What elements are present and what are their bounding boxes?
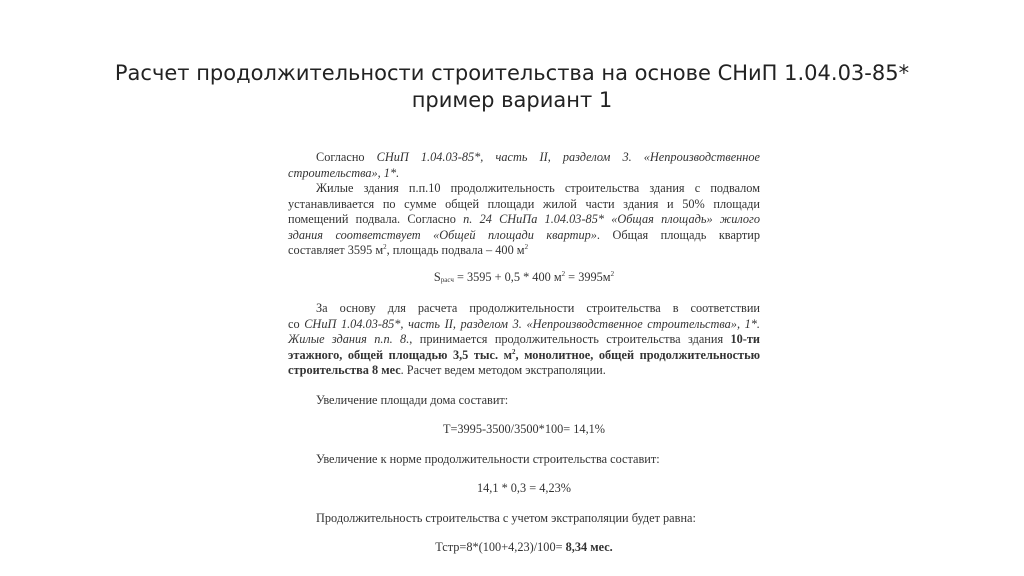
bold-text: 10-ти (730, 332, 761, 346)
superscript: 2 (511, 347, 516, 356)
paragraph-3-line-1: За основу для расчета продолжительности строительства в соответствии (316, 301, 760, 315)
paragraph-3-line-4 (288, 348, 760, 364)
text: Согласно (316, 150, 377, 164)
paragraph-2-line-1: Жилые здания п.п.10 продолжительность строительства здания с подвалом (316, 181, 760, 195)
paragraph-2-line-5 (288, 243, 760, 259)
text: = 3595 + 0,5 * 400 м (453, 269, 562, 284)
bold-result: 8,34 мес. (565, 540, 613, 554)
text: , принимается продолжительность строительства здания (409, 332, 731, 346)
paragraph-2-line-4 (288, 228, 760, 244)
paragraph-2-line-2: устанавливается по сумме общей площади жилой части здания и 50% площади (288, 196, 760, 211)
superscript: 2 (610, 269, 615, 278)
paragraph-3-line-5 (288, 363, 760, 379)
bold-text: , монолитное, общей продолжительностью (515, 347, 760, 362)
snip-reference: СНиП 1.04.03-85*, часть II, разделом 3. «Непроизводственное строительства», 1*. (304, 316, 761, 331)
slide-title (0, 60, 1024, 114)
snip-reference: здания соответствует «Общей площади квартир» (288, 227, 597, 242)
superscript: 2 (561, 269, 566, 278)
paragraph-5: Увеличение к норме продолжительности строительства составит: (316, 451, 660, 466)
superscript: 2 (383, 243, 387, 251)
slide-title-line-1: Расчет продолжительности строительства на основе СНиП 1.04.03-85* (114, 61, 910, 85)
formula-duration (288, 540, 760, 556)
snip-reference: Жилые здания п.п. 8. (288, 332, 410, 346)
text: = 3995м (565, 269, 611, 284)
paragraph-6: Продолжительность строительства с учетом экстраполяции будет равна: (316, 510, 696, 525)
paragraph-1-line-1 (288, 150, 760, 166)
snip-reference: СНиП 1.04.03-85*, часть II, разделом 3. «Непроизводственное (376, 150, 760, 164)
formula-area (288, 270, 760, 286)
paragraph-3-line-2 (288, 317, 760, 333)
text: Тстр=8*(100+4,23)/100= (435, 540, 566, 554)
paragraph-4: Увеличение площади дома составит: (316, 392, 509, 407)
formula-norm-increase: 14,1 * 0,3 = 4,23% (476, 481, 572, 495)
text: . Расчет ведем методом экстраполяции. (400, 363, 606, 377)
snip-reference: п. 24 СНиПа 1.04.03-85* «Общая площадь» жилого (463, 212, 761, 226)
subscript: расч (440, 275, 454, 284)
text: составляет 3595 м (288, 243, 384, 257)
paragraph-1-line-2: строительства», 1*. (288, 165, 400, 180)
bold-text: строительства 8 мес (288, 363, 401, 377)
text: помещений подвала. Согласно (288, 212, 464, 226)
superscript: 2 (524, 243, 529, 251)
document-image (288, 150, 760, 556)
text: со (288, 316, 305, 331)
slide-title-line-2: пример вариант 1 (411, 88, 613, 112)
formula-increase: Т=3995-3500/3500*100= 14,1% (442, 422, 606, 436)
text: . Общая площадь квартир (596, 227, 760, 242)
paragraph-2-line-3 (288, 212, 760, 228)
text: , площадь подвала – 400 м (386, 243, 525, 257)
bold-text: этажного, общей площадью 3,5 тыс. м (288, 347, 512, 362)
paragraph-3-line-3 (288, 332, 760, 348)
text: S (433, 269, 441, 284)
